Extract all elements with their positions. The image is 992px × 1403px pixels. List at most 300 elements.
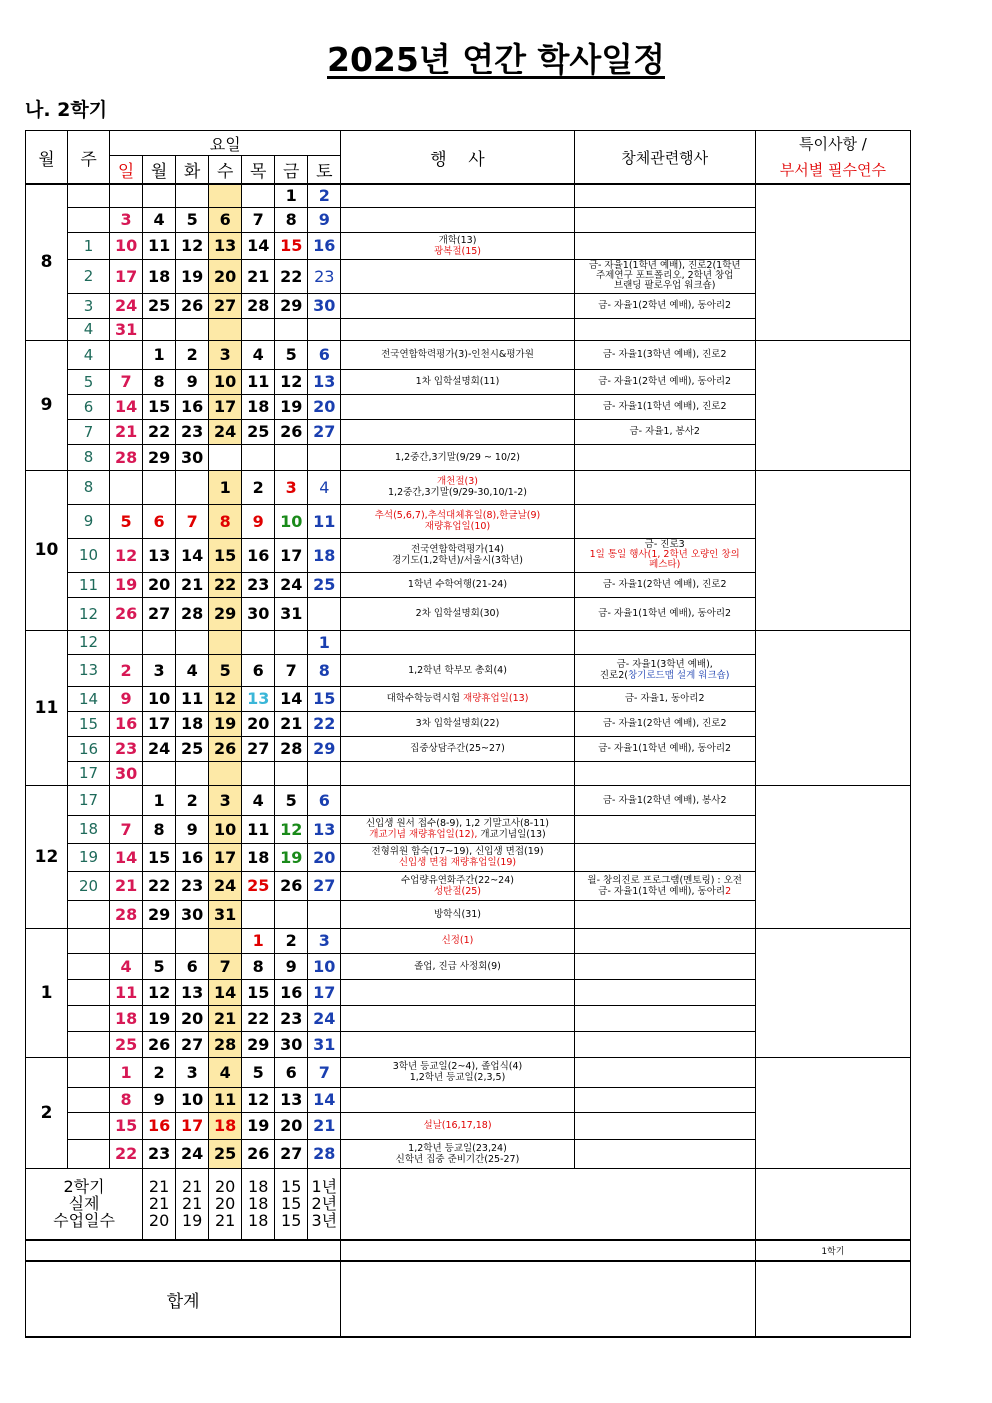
week-cell: 11 xyxy=(68,572,110,597)
event-cell: 1차 입학설명회(11) xyxy=(341,369,574,394)
day-cell xyxy=(209,184,242,207)
week-cell: 1 xyxy=(68,232,110,259)
day-cell xyxy=(275,630,308,654)
week-cell xyxy=(68,979,110,1005)
day-cell xyxy=(308,318,341,340)
day-cell: 1 xyxy=(275,184,308,207)
day-cell: 17 xyxy=(275,538,308,572)
event-cell xyxy=(341,630,574,654)
day-cell: 16 xyxy=(143,1112,176,1139)
day-cell: 3 xyxy=(143,654,176,686)
day-cell: 21 xyxy=(110,871,143,900)
day-cell: 8 xyxy=(275,207,308,232)
day-cell: 26 xyxy=(275,419,308,444)
week-cell xyxy=(68,900,110,928)
week-cell xyxy=(68,1139,110,1168)
creative-cell xyxy=(574,928,755,953)
day-cell xyxy=(176,184,209,207)
section-subtitle: 나. 2학기 xyxy=(25,99,108,121)
day-cell: 20 xyxy=(308,394,341,419)
week-cell: 14 xyxy=(68,686,110,711)
day-cell xyxy=(275,444,308,470)
day-cell: 12 xyxy=(209,686,242,711)
day-cell xyxy=(143,184,176,207)
event-cell: 2차 입학설명회(30) xyxy=(341,597,574,630)
day-cell xyxy=(110,470,143,504)
semester-note: 1학기 xyxy=(755,1240,910,1261)
creative-cell: 금- 자율1(3학년 예배), 진로2(창기로드맵 설계 워크숍) xyxy=(574,654,755,686)
day-cell: 7 xyxy=(176,504,209,538)
day-cell: 21 xyxy=(110,419,143,444)
day-cell: 28 xyxy=(110,900,143,928)
day-cell xyxy=(242,444,275,470)
day-cell: 9 xyxy=(176,815,209,843)
day-cell: 12 xyxy=(110,538,143,572)
creative-cell: 금- 자율1, 동아리2 xyxy=(574,686,755,711)
day-cell: 10 xyxy=(143,686,176,711)
day-cell xyxy=(242,761,275,785)
event-cell: 1,2중간,3기말(9/29 ~ 10/2) xyxy=(341,444,574,470)
totals-blank xyxy=(341,1168,755,1240)
week-cell: 12 xyxy=(68,597,110,630)
day-cell: 23 xyxy=(275,1005,308,1031)
creative-cell xyxy=(574,504,755,538)
creative-cell: 금- 자율1(3학년 예배), 진로2 xyxy=(574,340,755,369)
creative-cell: 월- 창의진로 프로그램(멘토링) : 오전 금- 자율1(1학년 예배), 동아리2 xyxy=(574,871,755,900)
day-cell: 19 xyxy=(110,572,143,597)
day-cell: 28 xyxy=(176,597,209,630)
day-cell: 8 xyxy=(209,504,242,538)
day-cell: 6 xyxy=(308,340,341,369)
creative-cell: 금- 자율1(2학년 예배), 진로2 xyxy=(574,572,755,597)
day-cell: 12 xyxy=(275,369,308,394)
event-cell: 전국연합학력평가(3)-인천시&평가원 xyxy=(341,340,574,369)
day-cell: 23 xyxy=(242,572,275,597)
day-cell xyxy=(176,318,209,340)
totals-notes xyxy=(755,1168,910,1240)
day-cell: 13 xyxy=(242,686,275,711)
creative-cell xyxy=(574,979,755,1005)
day-cell: 20 xyxy=(209,259,242,293)
day-cell: 28 xyxy=(209,1031,242,1057)
day-cell: 20 xyxy=(242,711,275,736)
event-cell: 수업량유연화주간(22~24) 성탄절(25) xyxy=(341,871,574,900)
event-cell xyxy=(341,785,574,815)
event-cell xyxy=(341,1087,574,1112)
day-cell: 21 xyxy=(308,1112,341,1139)
creative-cell: 금- 자율1(1학년 예배), 진로2(1학년 주제연구 포트폴리오, 2학년 창업 브랜딩 팔로우업 워크숍) xyxy=(574,259,755,293)
event-cell: 개천절(3) 1,2중간,3기말(9/29-30,10/1-2) xyxy=(341,470,574,504)
day-cell: 18 xyxy=(242,843,275,871)
creative-cell: 금- 진로3 1일 통일 행사(1, 2학년 오량인 창의 페스타) xyxy=(574,538,755,572)
month-cell: 2 xyxy=(26,1057,68,1168)
week-cell: 3 xyxy=(68,293,110,318)
day-cell xyxy=(110,785,143,815)
day-cell: 11 xyxy=(143,232,176,259)
week-cell: 6 xyxy=(68,394,110,419)
day-cell: 3 xyxy=(176,1057,209,1087)
day-cell: 10 xyxy=(308,953,341,979)
day-cell: 8 xyxy=(242,953,275,979)
day-cell: 11 xyxy=(242,815,275,843)
day-cell: 25 xyxy=(209,1139,242,1168)
day-cell: 18 xyxy=(110,1005,143,1031)
day-cell: 1 xyxy=(143,340,176,369)
day-cell: 26 xyxy=(143,1031,176,1057)
week-cell: 17 xyxy=(68,761,110,785)
day-cell: 16 xyxy=(308,232,341,259)
day-cell xyxy=(308,444,341,470)
day-cell: 14 xyxy=(209,979,242,1005)
creative-cell xyxy=(574,1005,755,1031)
day-cell: 13 xyxy=(308,369,341,394)
event-cell: 1,2학년 등교일(23,24) 신학년 집중 준비기간(25-27) xyxy=(341,1139,574,1168)
day-cell: 27 xyxy=(275,1139,308,1168)
day-cell: 28 xyxy=(110,444,143,470)
day-cell: 14 xyxy=(110,394,143,419)
event-cell: 설날(16,17,18) xyxy=(341,1112,574,1139)
day-cell xyxy=(242,630,275,654)
day-cell: 30 xyxy=(275,1031,308,1057)
day-cell: 24 xyxy=(209,871,242,900)
month-cell: 12 xyxy=(26,785,68,928)
week-cell: 10 xyxy=(68,538,110,572)
day-cell: 16 xyxy=(176,394,209,419)
day-cell: 14 xyxy=(275,686,308,711)
day-cell: 7 xyxy=(275,654,308,686)
day-cell: 15 xyxy=(275,232,308,259)
day-cell xyxy=(176,761,209,785)
day-cell: 24 xyxy=(143,736,176,761)
event-cell xyxy=(341,394,574,419)
day-cell: 23 xyxy=(308,259,341,293)
day-cell: 23 xyxy=(176,419,209,444)
day-cell: 4 xyxy=(209,1057,242,1087)
day-cell: 9 xyxy=(275,953,308,979)
creative-cell xyxy=(574,318,755,340)
event-cell xyxy=(341,979,574,1005)
creative-cell: 금- 자율1(2학년 예배), 동아리2 xyxy=(574,293,755,318)
day-cell: 5 xyxy=(176,207,209,232)
day-cell: 17 xyxy=(176,1112,209,1139)
day-cell: 25 xyxy=(176,736,209,761)
day-cell: 6 xyxy=(275,1057,308,1087)
day-cell xyxy=(209,761,242,785)
day-cell: 29 xyxy=(275,293,308,318)
header-weekday-group: 요일 xyxy=(110,131,341,156)
day-cell: 13 xyxy=(275,1087,308,1112)
day-cell: 18 xyxy=(308,538,341,572)
day-cell: 11 xyxy=(110,979,143,1005)
day-cell: 28 xyxy=(275,736,308,761)
day-cell: 16 xyxy=(242,538,275,572)
day-cell xyxy=(143,761,176,785)
day-cell: 24 xyxy=(275,572,308,597)
day-cell: 30 xyxy=(242,597,275,630)
day-cell: 15 xyxy=(143,394,176,419)
creative-cell: 금- 자율1(2학년 예배), 진로2 xyxy=(574,711,755,736)
day-cell: 15 xyxy=(110,1112,143,1139)
day-cell xyxy=(110,630,143,654)
week-cell xyxy=(68,207,110,232)
day-cell: 13 xyxy=(308,815,341,843)
day-cell: 12 xyxy=(176,232,209,259)
totals-label: 2학기 실제 수업일수 xyxy=(26,1168,143,1240)
week-cell: 2 xyxy=(68,259,110,293)
day-cell: 19 xyxy=(176,259,209,293)
day-cell: 4 xyxy=(242,340,275,369)
day-cell: 16 xyxy=(110,711,143,736)
creative-cell: 금- 자율1(1학년 예배), 진로2 xyxy=(574,394,755,419)
day-cell: 2 xyxy=(275,928,308,953)
day-cell: 17 xyxy=(209,394,242,419)
day-cell: 17 xyxy=(209,843,242,871)
week-cell: 12 xyxy=(68,630,110,654)
week-cell xyxy=(68,928,110,953)
notes-cell xyxy=(755,928,910,1057)
week-cell: 16 xyxy=(68,736,110,761)
sum-notes xyxy=(755,1261,910,1337)
day-cell xyxy=(176,470,209,504)
header-mon: 월 xyxy=(143,156,176,184)
day-cell: 9 xyxy=(308,207,341,232)
page-title: 2025년 연간 학사일정 xyxy=(327,40,665,79)
week-cell xyxy=(68,1057,110,1087)
creative-cell xyxy=(574,232,755,259)
event-cell: 신입생 원서 접수(8-9), 1,2 기말고사(8-11) 개교기념 재량휴업일(12), 개교기념일(13) xyxy=(341,815,574,843)
day-cell: 7 xyxy=(110,369,143,394)
event-cell xyxy=(341,207,574,232)
week-cell: 8 xyxy=(68,444,110,470)
day-cell: 31 xyxy=(110,318,143,340)
day-cell xyxy=(308,761,341,785)
month-cell: 10 xyxy=(26,470,68,630)
day-cell xyxy=(242,900,275,928)
day-cell: 29 xyxy=(143,900,176,928)
day-cell: 15 xyxy=(242,979,275,1005)
day-cell: 23 xyxy=(176,871,209,900)
header-notes: 특이사항 / 부서별 필수연수 xyxy=(755,131,910,185)
day-cell: 27 xyxy=(308,419,341,444)
week-cell: 18 xyxy=(68,815,110,843)
event-cell: 졸업, 진급 사정회(9) xyxy=(341,953,574,979)
day-cell xyxy=(143,928,176,953)
day-cell: 25 xyxy=(308,572,341,597)
day-cell: 11 xyxy=(209,1087,242,1112)
header-tue: 화 xyxy=(176,156,209,184)
event-cell: 3학년 등교일(2~4), 졸업식(4) 1,2학년 등교일(2,3,5) xyxy=(341,1057,574,1087)
creative-cell xyxy=(574,630,755,654)
day-cell: 29 xyxy=(242,1031,275,1057)
day-cell: 1 xyxy=(143,785,176,815)
week-cell: 17 xyxy=(68,785,110,815)
day-cell: 25 xyxy=(242,419,275,444)
day-cell xyxy=(143,318,176,340)
day-cell: 26 xyxy=(275,871,308,900)
week-cell: 20 xyxy=(68,871,110,900)
day-cell: 22 xyxy=(275,259,308,293)
event-cell: 신정(1) xyxy=(341,928,574,953)
event-cell: 집중상담주간(25~27) xyxy=(341,736,574,761)
event-cell xyxy=(341,293,574,318)
day-cell: 29 xyxy=(143,444,176,470)
calendar-table xyxy=(25,130,911,1338)
day-cell xyxy=(209,444,242,470)
header-wed: 수 xyxy=(209,156,242,184)
day-cell xyxy=(242,318,275,340)
day-cell: 29 xyxy=(209,597,242,630)
sum-events xyxy=(341,1261,755,1337)
event-cell: 전형위원 합숙(17~19), 신입생 면접(19) 신입생 면접 재량휴업일(19) xyxy=(341,843,574,871)
sum-label: 합계 xyxy=(26,1261,341,1337)
creative-cell xyxy=(574,953,755,979)
day-cell: 27 xyxy=(176,1031,209,1057)
day-cell xyxy=(176,630,209,654)
day-cell: 2 xyxy=(176,340,209,369)
day-cell: 12 xyxy=(275,815,308,843)
day-cell: 27 xyxy=(209,293,242,318)
day-cell: 19 xyxy=(275,843,308,871)
day-cell: 22 xyxy=(209,572,242,597)
day-cell: 7 xyxy=(242,207,275,232)
day-cell: 22 xyxy=(242,1005,275,1031)
creative-cell xyxy=(574,1112,755,1139)
header-sun: 일 xyxy=(110,156,143,184)
day-cell: 18 xyxy=(143,259,176,293)
week-cell: 5 xyxy=(68,369,110,394)
day-cell: 4 xyxy=(242,785,275,815)
event-cell: 3차 입학설명회(22) xyxy=(341,711,574,736)
day-cell: 14 xyxy=(176,538,209,572)
day-cell: 10 xyxy=(275,504,308,538)
creative-cell xyxy=(574,470,755,504)
week-cell xyxy=(68,953,110,979)
day-cell: 13 xyxy=(143,538,176,572)
week-cell xyxy=(68,184,110,207)
event-cell xyxy=(341,259,574,293)
week-cell: 9 xyxy=(68,504,110,538)
creative-cell: 금- 자율1(1학년 예배), 동아리2 xyxy=(574,736,755,761)
day-cell xyxy=(275,318,308,340)
day-cell: 3 xyxy=(110,207,143,232)
month-cell: 9 xyxy=(26,340,68,470)
day-cell: 15 xyxy=(209,538,242,572)
creative-cell xyxy=(574,207,755,232)
day-cell: 22 xyxy=(143,871,176,900)
day-cell: 5 xyxy=(143,953,176,979)
day-cell: 2 xyxy=(242,470,275,504)
day-cell: 21 xyxy=(176,572,209,597)
week-cell: 7 xyxy=(68,419,110,444)
header-week: 주 xyxy=(68,131,110,185)
day-cell: 3 xyxy=(209,340,242,369)
day-cell: 20 xyxy=(308,843,341,871)
day-cell: 15 xyxy=(143,843,176,871)
day-cell: 4 xyxy=(308,470,341,504)
creative-cell: 금- 자율1(1학년 예배), 동아리2 xyxy=(574,597,755,630)
week-cell: 4 xyxy=(68,318,110,340)
day-cell: 10 xyxy=(209,815,242,843)
event-cell: 추석(5,6,7),추석대체휴일(8),한글날(9) 재량휴업일(10) xyxy=(341,504,574,538)
day-cell: 24 xyxy=(308,1005,341,1031)
day-cell: 18 xyxy=(176,711,209,736)
event-cell: 대학수학능력시험 재량휴업일(13) xyxy=(341,686,574,711)
day-cell: 11 xyxy=(176,686,209,711)
creative-cell xyxy=(574,900,755,928)
day-cell xyxy=(275,900,308,928)
day-cell: 13 xyxy=(176,979,209,1005)
day-cell: 30 xyxy=(176,444,209,470)
totals-value: 18 18 18 xyxy=(242,1168,275,1240)
day-cell: 31 xyxy=(275,597,308,630)
day-cell: 1 xyxy=(110,1057,143,1087)
header-fri: 금 xyxy=(275,156,308,184)
day-cell: 17 xyxy=(308,979,341,1005)
day-cell: 17 xyxy=(143,711,176,736)
event-cell xyxy=(341,318,574,340)
creative-cell xyxy=(574,1139,755,1168)
notes-cell xyxy=(755,340,910,470)
day-cell xyxy=(242,184,275,207)
day-cell: 23 xyxy=(110,736,143,761)
day-cell: 10 xyxy=(176,1087,209,1112)
day-cell: 12 xyxy=(143,979,176,1005)
day-cell: 11 xyxy=(308,504,341,538)
header-creative: 창체관련행사 xyxy=(574,131,755,185)
day-cell: 27 xyxy=(308,871,341,900)
day-cell: 5 xyxy=(275,340,308,369)
day-cell: 8 xyxy=(308,654,341,686)
day-cell: 3 xyxy=(308,928,341,953)
day-cell: 2 xyxy=(176,785,209,815)
creative-cell xyxy=(574,1057,755,1087)
day-cell: 4 xyxy=(143,207,176,232)
day-cell: 26 xyxy=(242,1139,275,1168)
day-cell xyxy=(209,928,242,953)
day-cell: 5 xyxy=(110,504,143,538)
day-cell: 18 xyxy=(242,394,275,419)
day-cell: 10 xyxy=(110,232,143,259)
day-cell: 2 xyxy=(308,184,341,207)
creative-cell xyxy=(574,761,755,785)
header-sat: 토 xyxy=(308,156,341,184)
day-cell: 20 xyxy=(275,1112,308,1139)
day-cell: 20 xyxy=(143,572,176,597)
day-cell: 2 xyxy=(143,1057,176,1087)
totals-value: 15 15 15 xyxy=(275,1168,308,1240)
day-cell xyxy=(110,184,143,207)
week-cell: 15 xyxy=(68,711,110,736)
blank-row-cell xyxy=(341,1240,755,1261)
day-cell: 8 xyxy=(143,369,176,394)
header-events: 행 사 xyxy=(341,131,574,185)
week-cell xyxy=(68,1112,110,1139)
day-cell xyxy=(143,630,176,654)
day-cell: 2 xyxy=(110,654,143,686)
notes-cell xyxy=(755,630,910,785)
day-cell: 16 xyxy=(176,843,209,871)
day-cell: 6 xyxy=(308,785,341,815)
day-cell: 15 xyxy=(308,686,341,711)
event-cell xyxy=(341,184,574,207)
day-cell: 14 xyxy=(308,1087,341,1112)
month-cell: 8 xyxy=(26,184,68,340)
event-cell: 1학년 수학여행(21-24) xyxy=(341,572,574,597)
day-cell: 22 xyxy=(143,419,176,444)
month-cell: 1 xyxy=(26,928,68,1057)
day-cell: 24 xyxy=(176,1139,209,1168)
day-cell: 24 xyxy=(209,419,242,444)
